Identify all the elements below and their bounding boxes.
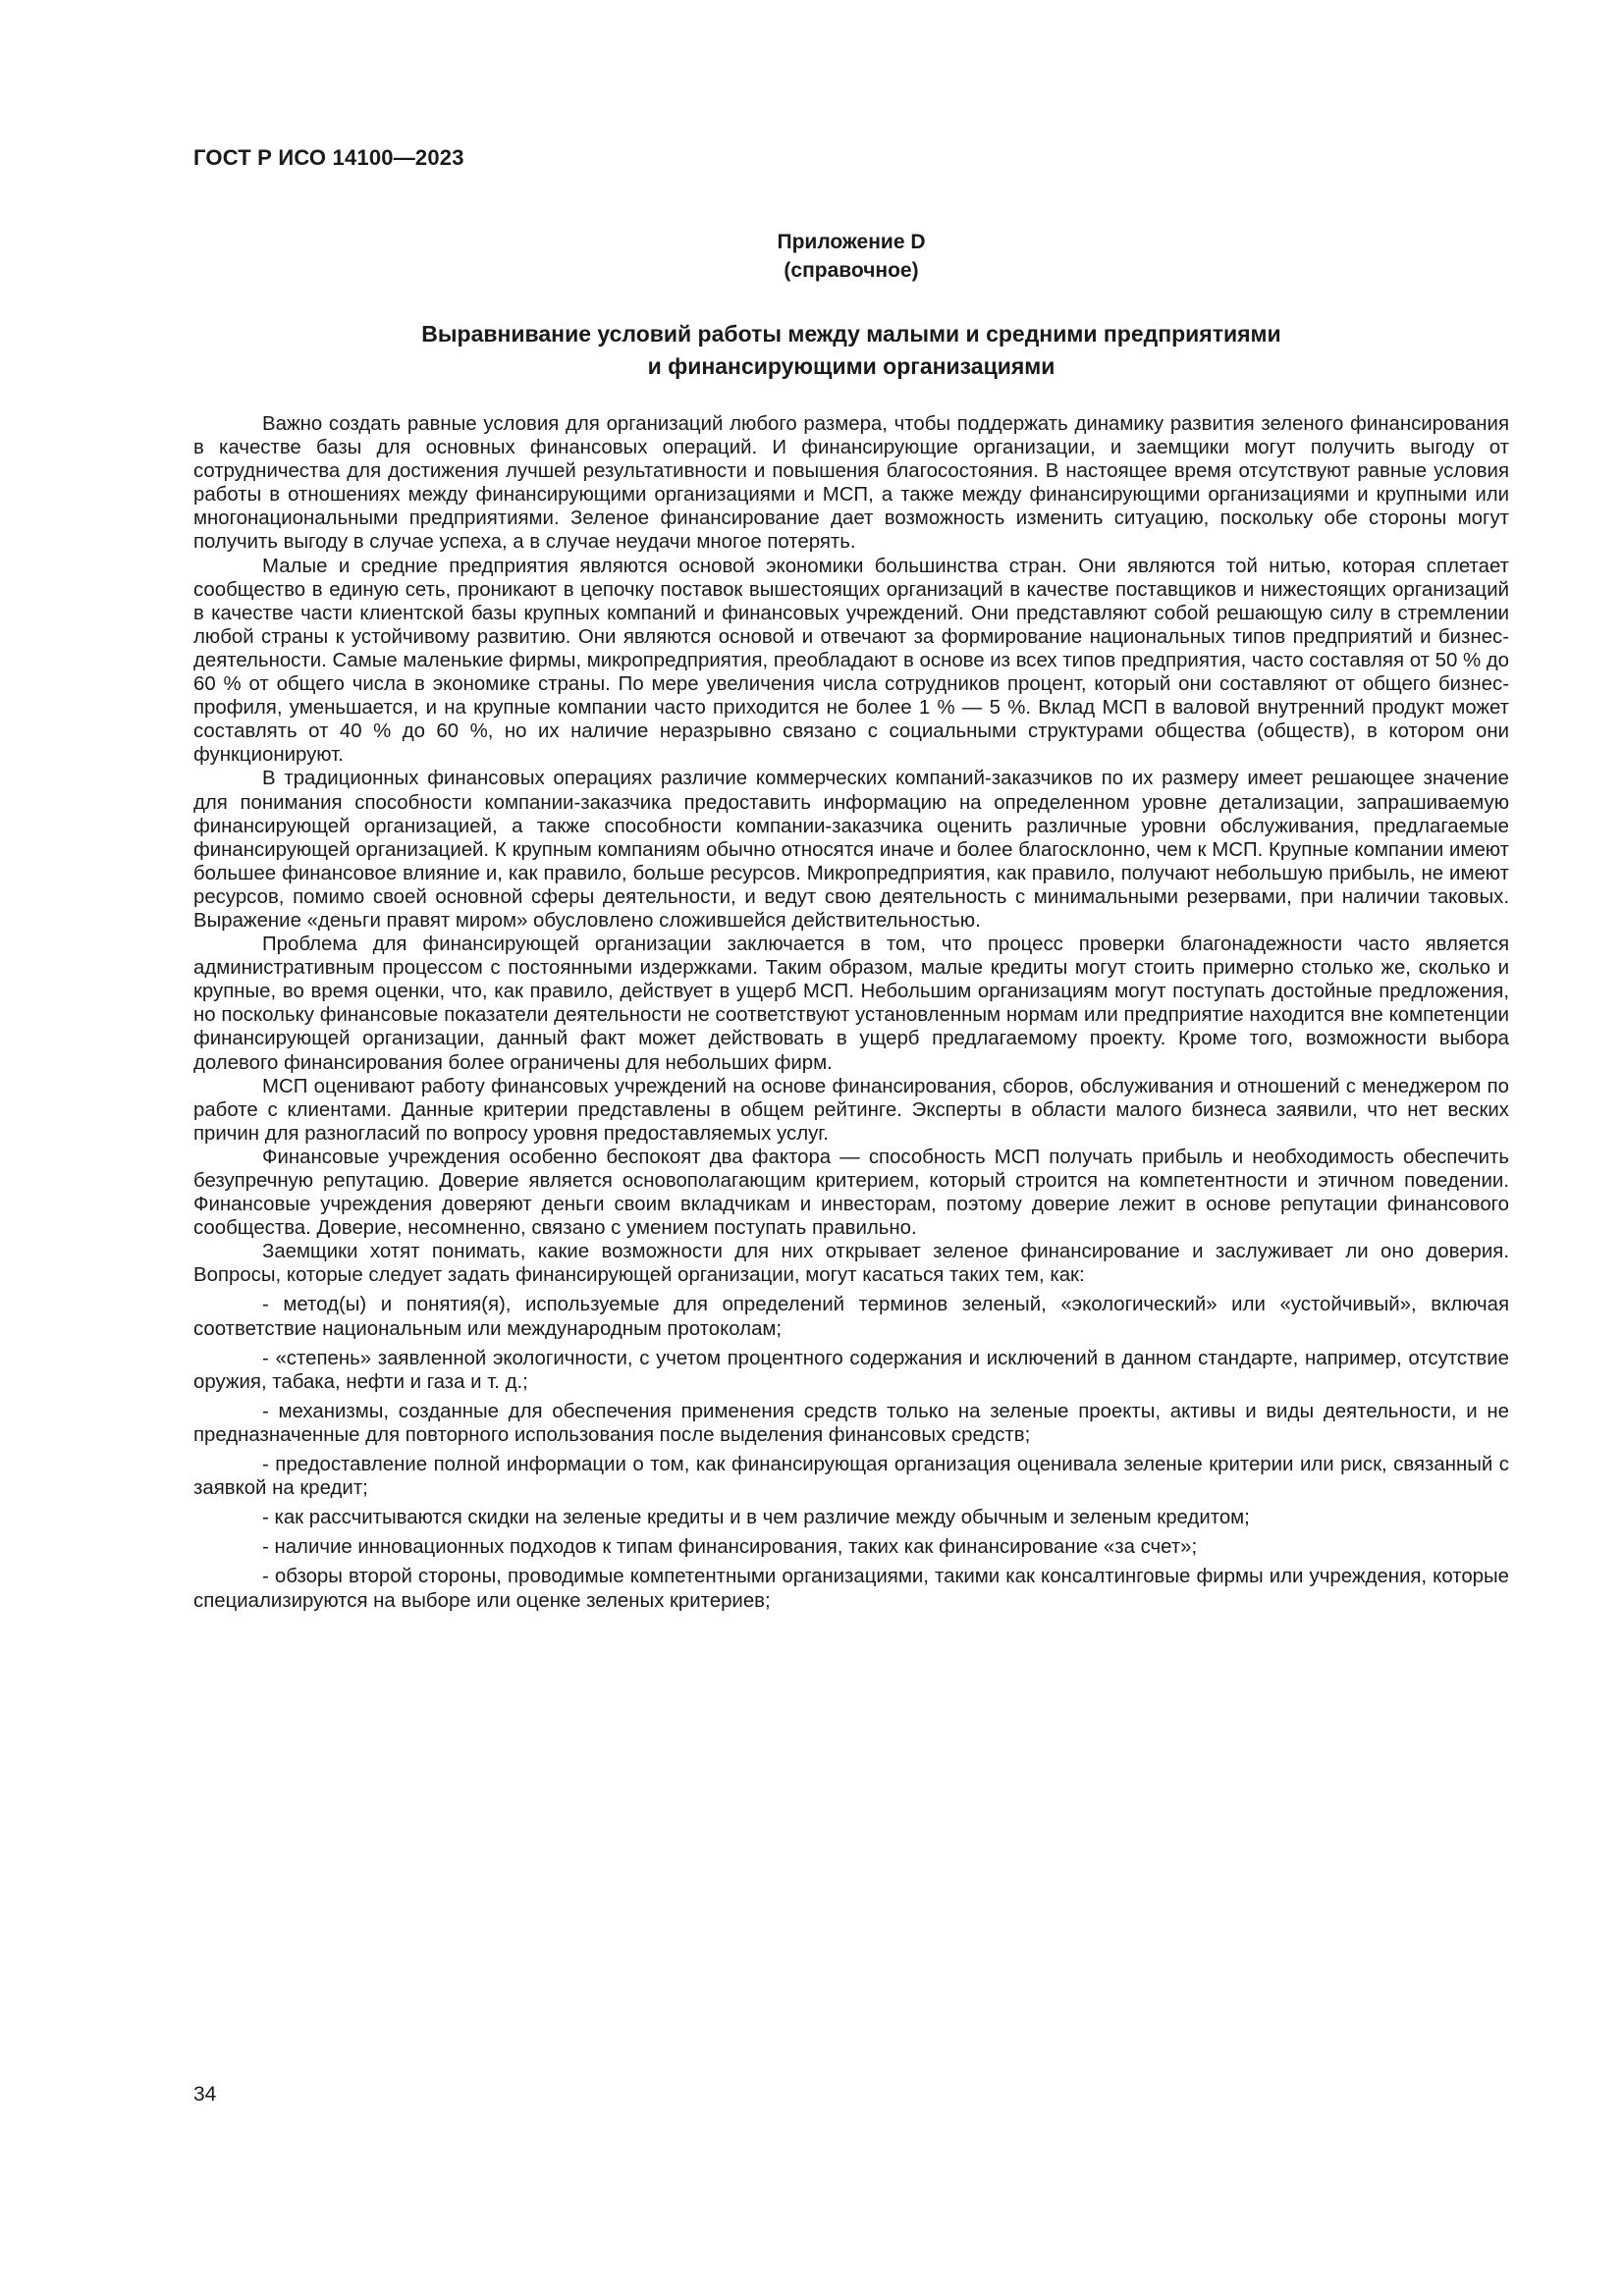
standard-header: ГОСТ Р ИСО 14100—2023 <box>193 145 464 170</box>
section-title-line-2: и финансирующими организациями <box>647 353 1056 379</box>
list-item: - как рассчитываются скидки на зеленые кредиты и в чем различие между обычным и зеленым кредитом; <box>262 1507 1250 1529</box>
paragraph: Финансовые учреждения особенно беспокоят два фактора — способность МСП получать прибыль и необходимость обеспечить безупречную репутацию. Доверие является основополагающим критерием, который строится на компетентности и этичном поведении. Финансовые учреждения доверяют деньги своим вкладчикам и инвесторам, поэтому доверие лежит в основе репутации финансового сообщества. Доверие, несомненно, связано с умением поступать правильно. <box>193 1146 1509 1240</box>
list-item: - механизмы, созданные для обеспечения применения средств только на зеленые проекты, активы и виды деятельности, и не предназначенные для повторного использования после выделения финансовых средств; <box>193 1400 1509 1446</box>
list-item: - наличие инновационных подходов к типам финансирования, таких как финансирование «за счет»; <box>262 1536 1198 1559</box>
appendix-heading <box>193 228 1509 285</box>
body-text <box>193 412 1509 1619</box>
list-item: - «степень» заявленной экологичности, с учетом процентного содержания и исключений в данном стандарте, например, отсутствие оружия, табака, нефти и газа и т. д.; <box>193 1347 1509 1393</box>
paragraph: Малые и средние предприятия являются основой экономики большинства стран. Они являются той нитью, которая сплетает сообщество в единую сеть, проникают в цепочку поставок вышестоящих организаций в качестве поставщиков и нижестоящих организаций в качестве части клиентской базы крупных компаний и финансовых учреждений. Они представляют собой решающую силу в стремлении любой страны к устойчивому развитию. Они являются основой и отвечают за формирование национальных типов предприятий и бизнес-деятельности. Самые маленькие фирмы, микропредприятия, преобладают в основе из всех типов предприятия, часто составляя от 50 % до 60 % от общего числа в экономике страны. По мере увеличения числа сотрудников процент, который они составляют от общего бизнес-профиля, уменьшается, и на крупные компании часто приходится не более 1 % — 5 %. Вклад МСП в валовой внутренний продукт может составлять от 40 % до 60 %, но их наличие неразрывно связано с социальными структурами общества (обществ), в котором они функционируют. <box>193 555 1509 767</box>
appendix-type: (справочное) <box>784 259 919 282</box>
question-list <box>193 1293 1509 1612</box>
section-title-line-1: Выравнивание условий работы между малыми и средними предприятиями <box>421 321 1281 347</box>
list-item: - метод(ы) и понятия(я), используемые для определений терминов зеленый, «экологический» или «устойчивый», включая соответствие национальным или международным протоколам; <box>193 1294 1509 1340</box>
section-title <box>193 318 1509 383</box>
paragraph: Заемщики хотят понимать, какие возможности для них открывает зеленое финансирование и заслуживает ли оно доверия. Вопросы, которые следует задать финансирующей организации, могут касаться таких тем, как: <box>193 1241 1509 1287</box>
paragraph: В традиционных финансовых операциях различие коммерческих компаний-заказчиков по их размеру имеет решающее значение для понимания способности компании-заказчика предоставить информацию на определенном уровне детализации, запрашиваемую финансирующей организацией, а также способности компании-заказчика оценить различные уровни обслуживания, предлагаемые финансирующей организацией. К крупным компаниям обычно относятся иначе и более благосклонно, чем к МСП. Крупные компании имеют большее финансовое влияние и, как правило, больше ресурсов. Микропредприятия, как правило, получают небольшую прибыль, не имеют ресурсов, помимо своей основной сферы деятельности, и ведут свою деятельность с минимальными резервами, при наличии таковых. Выражение «деньги правят миром» обусловлено сложившейся действительностью. <box>193 768 1509 932</box>
paragraph: МСП оценивают работу финансовых учреждений на основе финансирования, сборов, обслуживания и отношений с менеджером по работе с клиентами. Данные критерии представлены в общем рейтинге. Эксперты в области малого бизнеса заявили, что нет веских причин для разногласий по вопросу уровня предоставляемых услуг. <box>193 1075 1509 1145</box>
paragraph: Проблема для финансирующей организации заключается в том, что процесс проверки благонадежности часто является административным процессом с постоянными издержками. Таким образом, малые кредиты могут стоить примерно столько же, сколько и крупные, во время оценки, что, как правило, действует в ущерб МСП. Небольшим организациям могут поступать достойные предложения, но поскольку финансовые показатели деятельности не соответствуют установленным нормам или предприятие находится вне компетенции финансирующей организации, данный факт может действовать в ущерб предлагаемому проекту. Кроме того, возможности выбора долевого финансирования более ограничены для небольших фирм. <box>193 934 1509 1074</box>
appendix-label: Приложение D <box>777 231 926 253</box>
page-number: 34 <box>193 2083 217 2106</box>
list-item: - обзоры второй стороны, проводимые компетентными организациями, такими как консалтинговые фирмы или учреждения, которые специализируются на выборе или оценке зеленых критериев; <box>193 1566 1509 1612</box>
list-item: - предоставление полной информации о том, как финансирующая организация оценивала зеленые критерии или риск, связанный с заявкой на кредит; <box>193 1454 1509 1500</box>
paragraph: Важно создать равные условия для организаций любого размера, чтобы поддержать динамику развития зеленого финансирования в качестве базы для основных финансовых операций. И финансирующие организации, и заемщики могут получить выгоду от сотрудничества для достижения лучшей результативности и повышения благосостояния. В настоящее время отсутствуют равные условия работы в отношениях между финансирующими организациями и МСП, а также между финансирующими организациями и крупными или многонациональными предприятиями. Зеленое финансирование дает возможность изменить ситуацию, поскольку обе стороны могут получить выгоду в случае успеха, а в случае неудачи многое потерять. <box>193 413 1509 554</box>
